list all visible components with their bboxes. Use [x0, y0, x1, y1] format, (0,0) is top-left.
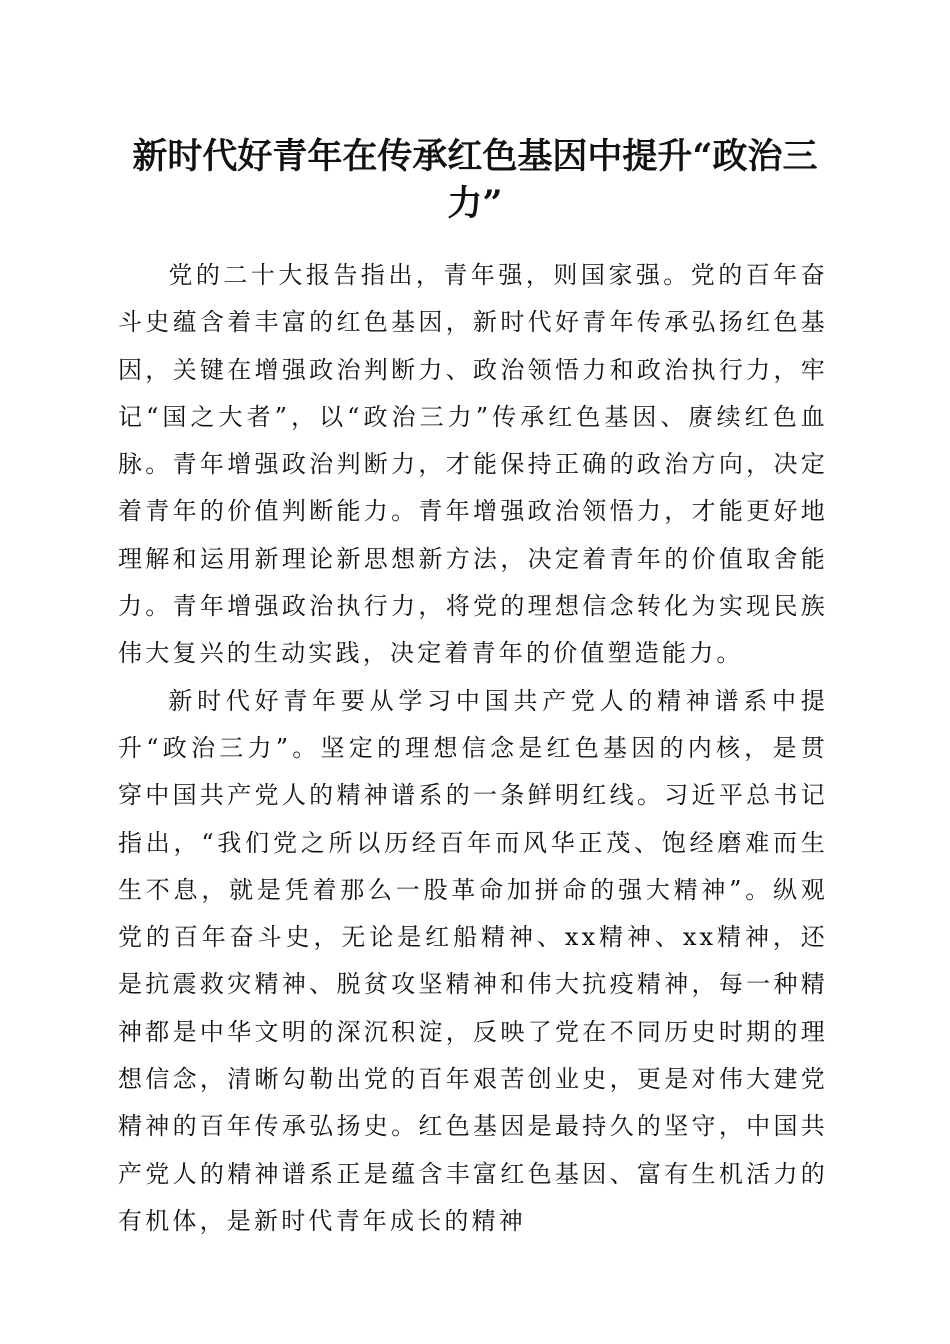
- document-title: 新时代好青年在传承红色基因中提升“政治三力”: [132, 136, 818, 224]
- document-body: [118, 252, 828, 1245]
- paragraph-2: 新时代好青年要从学习中国共产党人的精神谱系中提升“政治三力”。坚定的理想信念是红色基因的内核，是贯穿中国共产党人的精神谱系的一条鲜明红线。习近平总书记指出，“我们党之所以历经百年而风华正茂、饱经磨难而生生不息，就是凭着那么一股革命加拼命的强大精神”。纵观党的百年奋斗史，无论是红船精神、xx精神、xx精神，还是抗震救灾精神、脱贫攻坚精神和伟大抗疫精神，每一种精神都是中华文明的深沉积淀，反映了党在不同历史时期的理想信念，清晰勾勒出党的百年艰苦创业史，更是对伟大建党精神的百年传承弘扬史。红色基因是最持久的坚守，中国共产党人的精神谱系正是蕴含丰富红色基因、富有生机活力的有机体，是新时代青年成长的精神: [118, 686, 828, 1235]
- paragraph-1: 党的二十大报告指出，青年强，则国家强。党的百年奋斗史蕴含着丰富的红色基因，新时代好青年传承弘扬红色基因，关键在增强政治判断力、政治领悟力和政治执行力，牢记“国之大者”，以“政治三力”传承红色基因、赓续红色血脉。青年增强政治判断力，才能保持正确的政治方向，决定着青年的价值判断能力。青年增强政治领悟力，才能更好地理解和运用新理论新思想新方法，决定着青年的价值取舍能力。青年增强政治执行力，将党的理想信念转化为实现民族伟大复兴的生动实践，决定着青年的价值塑造能力。: [118, 261, 828, 668]
